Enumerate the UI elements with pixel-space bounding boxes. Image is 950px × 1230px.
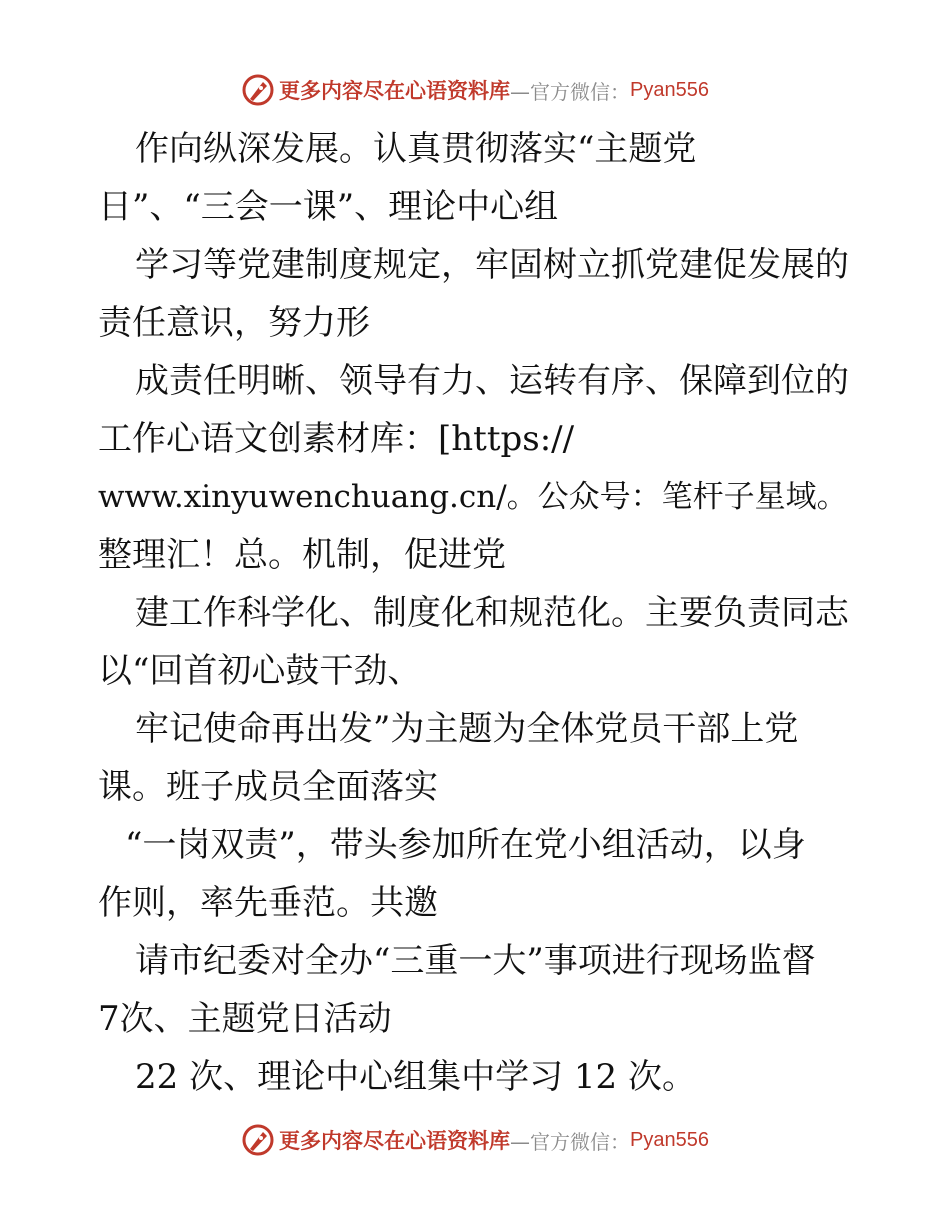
body-line: 22 次、理论中心组集中学习 12 次。: [135, 1057, 696, 1097]
body-line: 日”、“三会一课”、理论中心组: [98, 187, 559, 227]
header-banner: [0, 70, 950, 110]
body-line: “一岗双责”，带头参加所在党小组活动，以身: [125, 825, 806, 865]
body-line: 整理汇！总。机制，促进党: [98, 535, 506, 575]
banner-title: 更多内容尽在心语资料库: [279, 78, 511, 103]
body-line: 责任意识，努力形: [98, 303, 370, 343]
body-line: 课。班子成员全面落实: [98, 767, 438, 807]
footer-banner-wechat-handle: Pyan556: [630, 1128, 709, 1151]
pen-nib-logo-icon: [241, 1123, 275, 1157]
footer-banner-title: 更多内容尽在心语资料库: [279, 1128, 511, 1153]
body-line: 成责任明晰、领导有力、运转有序、保障到位的: [135, 361, 849, 401]
footer-banner-separator: —官方微信：: [510, 1129, 631, 1154]
body-line: 7次、主题党日活动: [98, 999, 392, 1039]
body-line: 以“回首初心鼓干劲、: [98, 651, 422, 691]
footer-banner: [0, 1120, 950, 1160]
banner-separator: —官方微信：: [510, 79, 631, 104]
body-line: 学习等党建制度规定，牢固树立抓党建促发展的: [135, 245, 849, 285]
body-line: 牢记使命再出发”为主题为全体党员干部上党: [135, 709, 799, 749]
body-line: 工作心语文创素材库：[https://: [98, 419, 575, 459]
body-line: 建工作科学化、制度化和规范化。主要负责同志: [135, 593, 849, 633]
body-line: 作则，率先垂范。共邀: [98, 883, 438, 923]
banner-wechat-handle: Pyan556: [630, 78, 709, 101]
body-line: www.xinyuwenchuang.cn/。公众号：笔杆子星域。: [98, 479, 848, 515]
body-line: 作向纵深发展。认真贯彻落实“主题党: [135, 129, 697, 169]
body-line: 请市纪委对全办“三重一大”事项进行现场监督: [135, 941, 816, 981]
pen-nib-logo-icon: [241, 73, 275, 107]
